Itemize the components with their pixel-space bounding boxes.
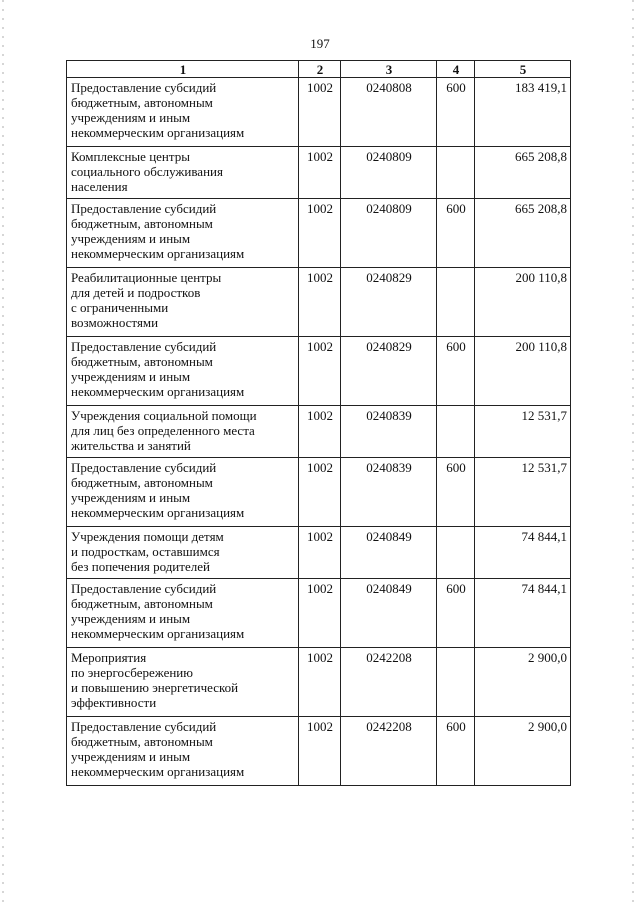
row-name: Мероприятия по энергосбережению и повышению энергетической эффективности <box>67 648 299 717</box>
row-target-article: 0240809 <box>341 199 437 268</box>
row-target-article: 0240808 <box>341 78 437 147</box>
table-row <box>67 337 571 406</box>
row-amount: 665 208,8 <box>475 199 571 268</box>
row-name: Комплексные центры социального обслуживания населения <box>67 147 299 199</box>
row-expense-type <box>437 406 475 458</box>
table-row <box>67 717 571 786</box>
table-row <box>67 458 571 527</box>
row-expense-type: 600 <box>437 337 475 406</box>
row-target-article: 0240839 <box>341 458 437 527</box>
row-target-article: 0240839 <box>341 406 437 458</box>
page-number: 197 <box>310 36 330 51</box>
column-header-5: 5 <box>475 61 571 78</box>
column-header-3: 3 <box>341 61 437 78</box>
row-section-code: 1002 <box>299 648 341 717</box>
row-section-code: 1002 <box>299 199 341 268</box>
table-row <box>67 527 571 579</box>
table-row <box>67 78 571 147</box>
column-header-2: 2 <box>299 61 341 78</box>
row-name: Предоставление субсидий бюджетным, автономным учреждениям и иным некоммерческим организациям <box>67 337 299 406</box>
scan-edge-left <box>2 0 4 905</box>
table-row <box>67 199 571 268</box>
row-target-article: 0242208 <box>341 717 437 786</box>
table-row <box>67 648 571 717</box>
column-header-4: 4 <box>437 61 475 78</box>
table-row <box>67 268 571 337</box>
row-section-code: 1002 <box>299 147 341 199</box>
budget-table <box>66 60 571 786</box>
row-expense-type: 600 <box>437 78 475 147</box>
row-expense-type <box>437 147 475 199</box>
row-target-article: 0240849 <box>341 579 437 648</box>
row-amount: 200 110,8 <box>475 268 571 337</box>
row-expense-type: 600 <box>437 458 475 527</box>
row-expense-type: 600 <box>437 199 475 268</box>
column-header-1: 1 <box>67 61 299 78</box>
row-amount: 2 900,0 <box>475 648 571 717</box>
row-section-code: 1002 <box>299 527 341 579</box>
row-section-code: 1002 <box>299 579 341 648</box>
row-amount: 183 419,1 <box>475 78 571 147</box>
row-name: Учреждения социальной помощи для лиц без определенного места жительства и занятий <box>67 406 299 458</box>
row-expense-type <box>437 648 475 717</box>
row-name: Учреждения помощи детям и подросткам, оставшимся без попечения родителей <box>67 527 299 579</box>
row-section-code: 1002 <box>299 268 341 337</box>
row-name: Предоставление субсидий бюджетным, автономным учреждениям и иным некоммерческим организациям <box>67 199 299 268</box>
table-body <box>67 78 571 786</box>
table-header-row <box>67 61 571 78</box>
row-target-article: 0242208 <box>341 648 437 717</box>
row-amount: 12 531,7 <box>475 406 571 458</box>
row-section-code: 1002 <box>299 406 341 458</box>
row-amount: 665 208,8 <box>475 147 571 199</box>
row-amount: 74 844,1 <box>475 579 571 648</box>
row-expense-type <box>437 527 475 579</box>
row-target-article: 0240809 <box>341 147 437 199</box>
row-target-article: 0240829 <box>341 337 437 406</box>
row-amount: 12 531,7 <box>475 458 571 527</box>
row-amount: 2 900,0 <box>475 717 571 786</box>
row-name: Предоставление субсидий бюджетным, автономным учреждениям и иным некоммерческим организациям <box>67 579 299 648</box>
row-expense-type: 600 <box>437 717 475 786</box>
row-target-article: 0240829 <box>341 268 437 337</box>
row-expense-type: 600 <box>437 579 475 648</box>
row-amount: 74 844,1 <box>475 527 571 579</box>
row-name: Реабилитационные центры для детей и подростков с ограниченными возможностями <box>67 268 299 337</box>
row-name: Предоставление субсидий бюджетным, автономным учреждениям и иным некоммерческим организациям <box>67 458 299 527</box>
table-row <box>67 406 571 458</box>
row-name: Предоставление субсидий бюджетным, автономным учреждениям и иным некоммерческим организациям <box>67 717 299 786</box>
row-section-code: 1002 <box>299 458 341 527</box>
table-row <box>67 579 571 648</box>
row-section-code: 1002 <box>299 717 341 786</box>
row-expense-type <box>437 268 475 337</box>
row-section-code: 1002 <box>299 78 341 147</box>
table-row <box>67 147 571 199</box>
row-name: Предоставление субсидий бюджетным, автономным учреждениям и иным некоммерческим организациям <box>67 78 299 147</box>
row-amount: 200 110,8 <box>475 337 571 406</box>
row-section-code: 1002 <box>299 337 341 406</box>
scan-edge-right <box>632 0 634 905</box>
row-target-article: 0240849 <box>341 527 437 579</box>
